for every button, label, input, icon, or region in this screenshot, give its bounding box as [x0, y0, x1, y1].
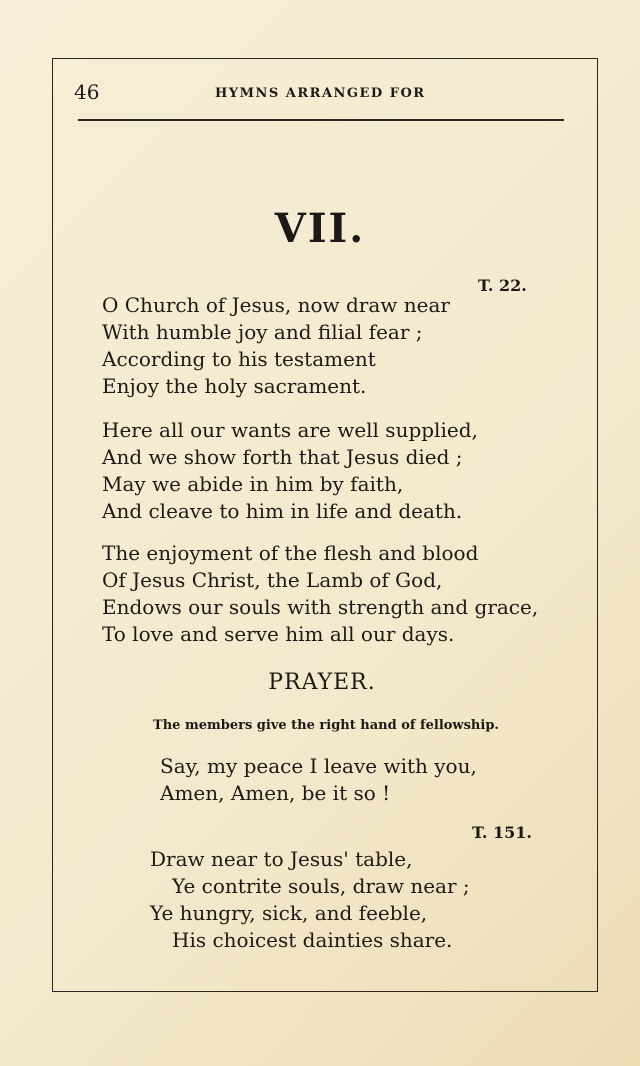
final-hymn-line-1: Draw near to Jesus' table,: [150, 847, 413, 871]
prayer-line-2: Amen, Amen, be it so !: [160, 781, 391, 805]
hymn-number: VII.: [274, 205, 366, 252]
verse-2-line-2: And we show forth that Jesus died ;: [102, 445, 463, 469]
header-rule: [78, 119, 564, 121]
verse-1-line-2: With humble joy and filial fear ;: [102, 320, 423, 344]
verse-3-line-3: Endows our souls with strength and grace,: [102, 595, 539, 619]
prayer-line-1: Say, my peace I leave with you,: [160, 754, 477, 778]
verse-1-line-4: Enjoy the holy sacrament.: [102, 374, 367, 398]
prayer-title: PRAYER.: [268, 670, 376, 695]
verse-3-line-1: The enjoyment of the flesh and blood: [102, 541, 479, 565]
prayer-rubric: The members give the right hand of fellowship.: [153, 718, 499, 733]
tune-reference-final: T. 151.: [472, 823, 532, 842]
verse-1-line-1: O Church of Jesus, now draw near: [102, 293, 450, 317]
tune-reference: T. 22.: [478, 276, 527, 295]
verse-2-line-3: May we abide in him by faith,: [102, 472, 404, 496]
page-number: 46: [74, 80, 100, 104]
verse-2-line-4: And cleave to him in life and death.: [102, 499, 463, 523]
final-hymn-line-2: Ye contrite souls, draw near ;: [172, 874, 470, 898]
verse-1-line-3: According to his testament: [102, 347, 376, 371]
verse-3-line-4: To love and serve him all our days.: [102, 622, 455, 646]
running-head: HYMNS ARRANGED FOR: [215, 86, 426, 101]
verse-3-line-2: Of Jesus Christ, the Lamb of God,: [102, 568, 443, 592]
final-hymn-line-4: His choicest dainties share.: [172, 928, 453, 952]
verse-2-line-1: Here all our wants are well supplied,: [102, 418, 478, 442]
final-hymn-line-3: Ye hungry, sick, and feeble,: [150, 901, 428, 925]
